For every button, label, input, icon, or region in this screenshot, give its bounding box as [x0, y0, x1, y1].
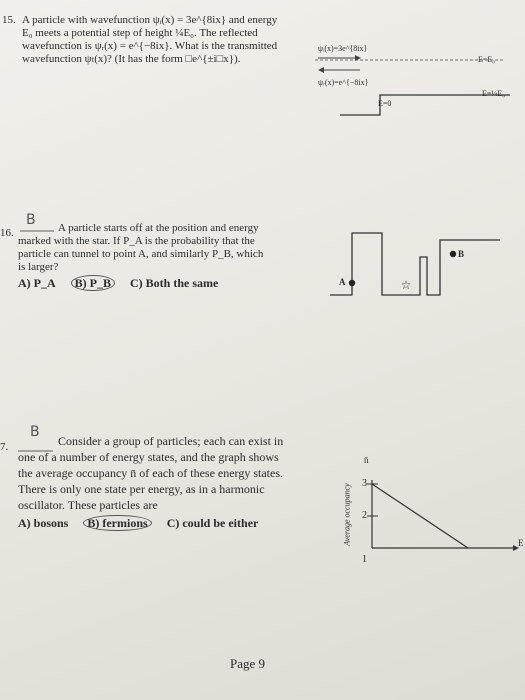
question-text-line: There is only one state per energy, as in a harmonic: [18, 482, 265, 496]
question-text-line: marked with the star. If P_A is the probability that the: [18, 235, 255, 247]
choice-c: C) could be either: [166, 516, 259, 530]
page-number: Page 9: [230, 656, 266, 671]
zero-energy-label: E=0: [378, 99, 392, 108]
energy-label: E=E₀: [478, 55, 496, 64]
choice-a: A) P_A: [18, 276, 56, 290]
handwritten-answer: B: [26, 212, 36, 228]
question-text-line: one of a number of energy states, and the graph shows: [18, 450, 279, 464]
y-top-label: n̄: [364, 455, 369, 465]
step-height-label: E=¼E₀: [482, 89, 506, 98]
incident-wave-label: ψᵢ(x)=3e^{8ix}: [318, 44, 368, 53]
question-text-line: A particle starts off at the position and energy: [58, 222, 259, 234]
handwritten-answer: B: [30, 424, 40, 440]
choice-c: C) Both the same: [130, 276, 219, 290]
point-b-label: B: [458, 249, 465, 259]
tick-label: 3: [362, 478, 367, 489]
question-number: 16.: [0, 227, 14, 239]
question-text-line: wavefunction ψₜ(x)? (It has the form □e^{±i□x}).: [22, 53, 241, 65]
question-number: 7.: [0, 441, 9, 453]
question-text-line: A particle with wavefunction ψᵢ(x) = 3e^{8ix} and energy: [22, 14, 278, 26]
star-icon: ☆: [400, 278, 412, 292]
question-text-line: E₀ meets a potential step of height ¼E₀. The reflected: [22, 27, 258, 39]
question-text-line: the average occupancy n̄ of each of these energy states.: [18, 466, 283, 480]
reflected-wave-label: ψᵣ(x)=e^{−8ix}: [318, 78, 369, 87]
question-text-line: oscillator. These particles are: [18, 498, 158, 512]
question-text-line: particle can tunnel to point A, and similarly P_B, which: [18, 248, 264, 260]
x-axis-label: E: [518, 538, 524, 548]
point-a-label: A: [339, 277, 346, 287]
choice-b: B) fermions: [83, 515, 151, 531]
question-text-line: wavefunction is ψᵣ(x) = e^{−8ix}. What is the transmitted: [22, 40, 278, 52]
question-text-line: is larger?: [18, 261, 59, 273]
tick-label: 2: [362, 510, 367, 521]
tick-label: 1: [362, 554, 367, 565]
y-axis-label: Average occupancy: [342, 483, 352, 546]
choice-b: B) P_B: [71, 275, 115, 291]
question-text-line: Consider a group of particles; each can exist in: [58, 434, 284, 448]
choice-a: A) bosons: [18, 516, 69, 530]
question-number: 15.: [2, 14, 16, 26]
